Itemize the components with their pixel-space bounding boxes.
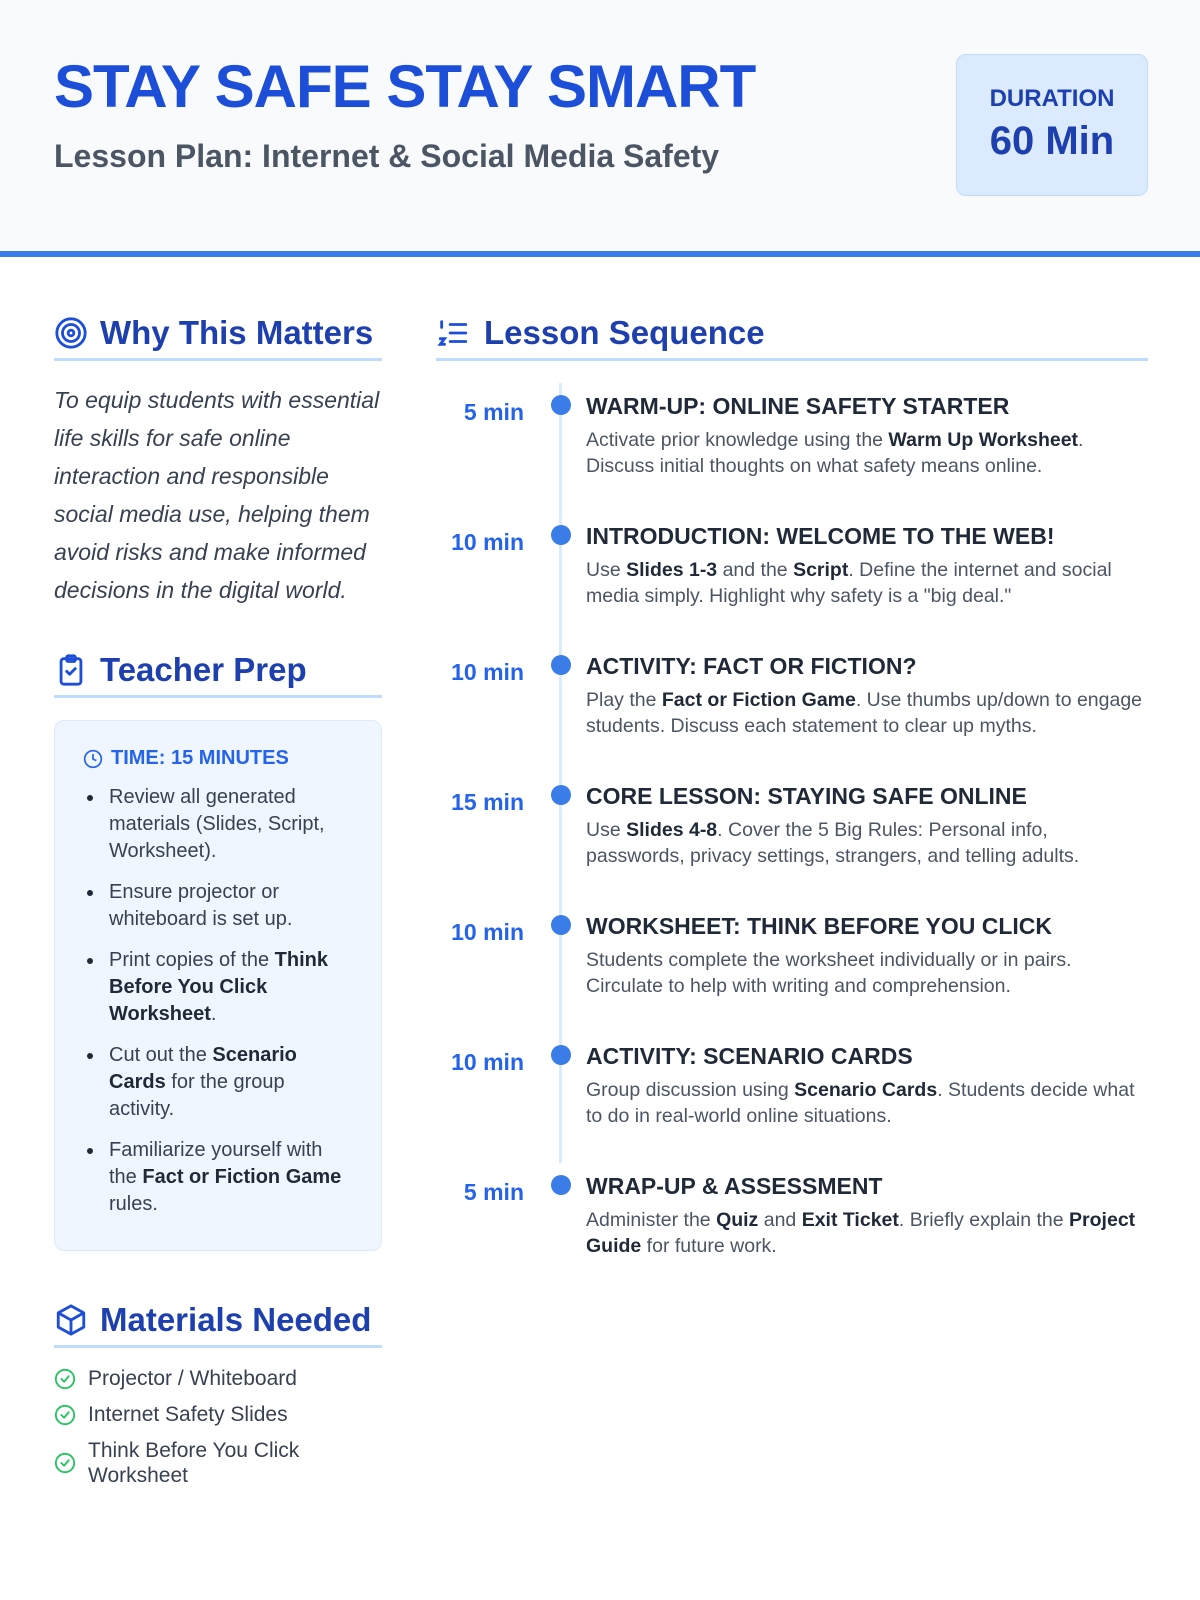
step-body — [586, 1163, 1148, 1293]
materials-list — [54, 1366, 382, 1488]
sequence-timeline — [436, 383, 1148, 1293]
prep-list-item — [83, 784, 355, 865]
step-description — [586, 1077, 1148, 1129]
step-duration: 5 min — [463, 399, 524, 425]
prep-list-item — [83, 1042, 355, 1123]
text-segment: Students complete the worksheet individually or in pairs. Circulate to help with writing and comprehension. — [586, 949, 1072, 997]
timeline-dot — [551, 525, 571, 545]
step-rail — [536, 1163, 586, 1293]
text-segment: Cut out the — [109, 1044, 213, 1066]
text-segment: Print copies of the — [109, 949, 275, 971]
page-subtitle: Lesson Plan: Internet & Social Media Safety — [54, 138, 720, 174]
page-header — [0, 0, 1200, 257]
text-segment: and the — [717, 559, 794, 581]
bold-text: Think Before You Click Worksheet — [109, 949, 328, 1025]
materials-item-label: Projector / Whiteboard — [88, 1367, 297, 1390]
step-rail — [536, 1033, 586, 1163]
step-title: WRAP-UP & ASSESSMENT — [586, 1173, 883, 1199]
text-segment: Ensure projector or whiteboard is set up. — [109, 881, 293, 930]
bold-text: Fact or Fiction Game — [142, 1166, 342, 1188]
sequence-step — [436, 1033, 1148, 1163]
sequence-section-title: Lesson Sequence — [484, 314, 765, 351]
timeline-dot — [551, 395, 571, 415]
bold-text: Quiz — [716, 1209, 759, 1231]
text-segment: . — [210, 1003, 217, 1025]
duration-label: DURATION — [989, 85, 1115, 112]
step-description — [586, 1207, 1148, 1259]
box-icon — [54, 1303, 88, 1337]
duration-value: 60 Min — [989, 119, 1115, 163]
bold-text: Warm Up Worksheet — [888, 429, 1079, 451]
text-segment: . Briefly explain the — [898, 1209, 1070, 1231]
step-description — [586, 687, 1148, 739]
materials-list-item — [54, 1402, 382, 1427]
step-description — [586, 557, 1148, 609]
step-title: WARM-UP: ONLINE SAFETY STARTER — [586, 393, 1010, 419]
text-segment: Group discussion using — [586, 1079, 795, 1101]
step-duration: 10 min — [451, 659, 524, 685]
text-segment: Use — [586, 819, 627, 841]
timeline-dot — [551, 1045, 571, 1065]
prep-time — [83, 747, 355, 770]
step-duration: 10 min — [451, 1049, 524, 1075]
clock-icon — [83, 749, 103, 769]
step-body — [586, 643, 1148, 773]
text-segment: . Discuss initial thoughts on what safety means online. — [586, 429, 1084, 477]
sequence-step — [436, 383, 1148, 513]
step-title: ACTIVITY: SCENARIO CARDS — [586, 1043, 913, 1069]
text-segment: . Define the internet and social media simply. Highlight why safety is a "big deal." — [586, 559, 1112, 607]
step-duration: 10 min — [451, 919, 524, 945]
prep-list — [83, 784, 355, 1218]
materials-list-item — [54, 1366, 382, 1391]
materials-section-header — [54, 1297, 382, 1348]
text-segment: . Cover the 5 Big Rules: Personal info, passwords, privacy settings, strangers, and telling adults. — [586, 819, 1080, 867]
timeline-dot — [551, 785, 571, 805]
text-segment: rules. — [109, 1193, 158, 1215]
step-description — [586, 947, 1148, 999]
right-column — [436, 310, 1148, 1293]
text-segment: . Students decide what to do in real-world online situations. — [586, 1079, 1135, 1127]
check-circle-icon — [54, 1368, 76, 1390]
text-segment: for future work. — [641, 1235, 777, 1257]
bold-text: Script — [793, 559, 849, 581]
step-rail — [536, 383, 586, 513]
step-duration: 5 min — [463, 1179, 524, 1205]
prep-list-item — [83, 1137, 355, 1218]
check-circle-icon — [54, 1452, 76, 1474]
step-body — [586, 383, 1148, 513]
text-segment: for the group activity. — [109, 1071, 285, 1120]
text-segment: Activate prior knowledge using the — [586, 429, 889, 451]
sequence-step — [436, 513, 1148, 643]
step-description — [586, 817, 1148, 869]
prep-time-label: TIME: 15 MINUTES — [111, 747, 289, 769]
ordered-list-icon — [436, 316, 470, 350]
materials-list-item — [54, 1438, 382, 1488]
timeline-dot — [551, 915, 571, 935]
text-segment: Use — [586, 559, 627, 581]
text-segment: . Use thumbs up/down to engage students. Discuss each statement to clear up myths. — [586, 689, 1143, 737]
text-segment: Familiarize yourself with the — [109, 1139, 323, 1188]
sequence-section-header — [436, 310, 1148, 361]
sequence-step — [436, 903, 1148, 1033]
step-rail — [536, 643, 586, 773]
step-body — [586, 773, 1148, 903]
why-section-title: Why This Matters — [100, 314, 374, 351]
step-rail — [536, 903, 586, 1033]
bold-text: Slides 1-3 — [626, 559, 718, 581]
step-body — [586, 903, 1148, 1033]
prep-section-title: Teacher Prep — [100, 651, 307, 688]
step-duration: 15 min — [451, 789, 524, 815]
prep-section-header — [54, 647, 382, 698]
step-body — [586, 513, 1148, 643]
materials-item-label: Think Before You Click Worksheet — [88, 1439, 300, 1487]
sequence-step — [436, 643, 1148, 773]
page-title: STAY SAFE STAY SMART — [54, 53, 756, 120]
timeline-dot — [551, 655, 571, 675]
text-segment: and — [758, 1209, 802, 1231]
step-rail — [536, 513, 586, 643]
step-rail — [536, 773, 586, 903]
bold-text: Scenario Cards — [109, 1044, 297, 1093]
bold-text: Exit Ticket — [801, 1209, 899, 1231]
prep-list-item — [83, 879, 355, 933]
text-segment: Review all generated materials (Slides, Script, Worksheet). — [109, 786, 325, 862]
bold-text: Project Guide — [586, 1209, 1136, 1257]
materials-section-title: Materials Needed — [100, 1301, 372, 1338]
duration-badge — [956, 54, 1148, 196]
bold-text: Slides 4-8 — [626, 819, 718, 841]
sequence-step — [436, 1163, 1148, 1293]
why-text: To equip students with essential life skills for safe online interaction and responsible social media use, helping them avoid risks and make informed decisions in the digital world. — [54, 387, 380, 603]
prep-box — [54, 720, 382, 1251]
timeline-dot — [551, 1175, 571, 1195]
target-icon — [54, 316, 88, 350]
bold-text: Scenario Cards — [794, 1079, 938, 1101]
step-title: CORE LESSON: STAYING SAFE ONLINE — [586, 783, 1027, 809]
step-duration: 10 min — [451, 529, 524, 555]
step-description — [586, 427, 1148, 479]
step-title: WORKSHEET: THINK BEFORE YOU CLICK — [586, 913, 1052, 939]
prep-list-item — [83, 947, 355, 1028]
why-section-header — [54, 310, 382, 361]
bold-text: Fact or Fiction Game — [661, 689, 856, 711]
check-circle-icon — [54, 1404, 76, 1426]
clipboard-check-icon — [54, 653, 88, 687]
step-body — [586, 1033, 1148, 1163]
step-title: INTRODUCTION: WELCOME TO THE WEB! — [586, 523, 1055, 549]
sequence-step — [436, 773, 1148, 903]
text-segment: Play the — [586, 689, 662, 711]
materials-item-label: Internet Safety Slides — [88, 1403, 288, 1426]
left-column — [54, 310, 382, 1499]
text-segment: Administer the — [586, 1209, 717, 1231]
step-title: ACTIVITY: FACT OR FICTION? — [586, 653, 917, 679]
